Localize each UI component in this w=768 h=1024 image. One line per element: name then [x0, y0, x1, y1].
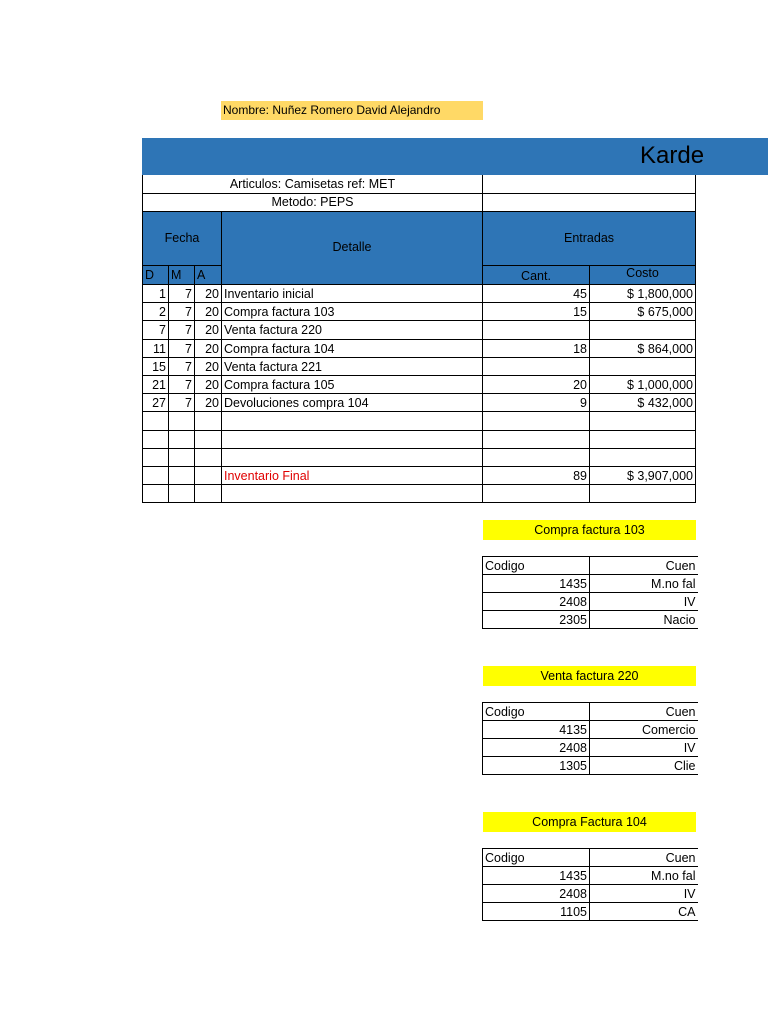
fecha-header[interactable]: Fecha [142, 211, 222, 266]
detalle-cell[interactable]: Compra factura 103 [221, 302, 483, 321]
year-cell[interactable] [194, 448, 222, 467]
year-cell[interactable]: 20 [194, 357, 222, 376]
cant-subheader[interactable]: Cant. [482, 265, 590, 285]
day-cell[interactable]: 27 [142, 393, 169, 412]
month-cell[interactable] [168, 484, 195, 503]
detalle-cell[interactable]: Venta factura 220 [221, 320, 483, 339]
day-cell[interactable] [142, 484, 169, 503]
costo-cell[interactable] [589, 411, 696, 430]
year-cell[interactable]: 20 [194, 375, 222, 394]
year-cell[interactable]: 20 [194, 339, 222, 358]
codigo-cell[interactable]: 2408 [483, 739, 590, 757]
codigo-header[interactable]: Codigo [483, 557, 590, 575]
month-cell[interactable] [168, 411, 195, 430]
articulos-cell[interactable]: Articulos: Camisetas ref: MET [142, 175, 483, 194]
day-cell[interactable] [142, 430, 169, 449]
detalle-cell[interactable]: Devoluciones compra 104 [221, 393, 483, 412]
day-cell[interactable]: 7 [142, 320, 169, 339]
year-cell[interactable] [194, 484, 222, 503]
month-cell[interactable]: 7 [168, 393, 195, 412]
detalle-cell[interactable]: Venta factura 221 [221, 357, 483, 376]
month-subheader[interactable]: M [168, 265, 195, 285]
detalle-cell[interactable] [221, 448, 483, 467]
detalle-header[interactable]: Detalle [221, 211, 483, 285]
costo-cell[interactable] [589, 357, 696, 376]
articulos-empty-cell[interactable] [482, 175, 696, 194]
cant-cell[interactable]: 15 [482, 302, 590, 321]
day-cell[interactable]: 21 [142, 375, 169, 394]
cant-cell[interactable] [482, 357, 590, 376]
cuenta-cell[interactable]: Nacio [590, 611, 698, 629]
cant-cell[interactable]: 45 [482, 284, 590, 303]
year-subheader[interactable]: A [194, 265, 222, 285]
month-cell[interactable]: 7 [168, 320, 195, 339]
table-row [483, 721, 698, 739]
cuenta-cell[interactable]: CA [590, 903, 698, 921]
codigo-cell[interactable]: 2408 [483, 885, 590, 903]
month-cell[interactable] [168, 448, 195, 467]
journal-table [482, 702, 698, 775]
month-cell[interactable]: 7 [168, 357, 195, 376]
codigo-cell[interactable]: 1435 [483, 575, 590, 593]
costo-cell[interactable]: $ 675,000 [589, 302, 696, 321]
cuenta-cell[interactable]: IV [590, 593, 698, 611]
cant-cell[interactable]: 20 [482, 375, 590, 394]
section-title[interactable]: Venta factura 220 [483, 666, 696, 686]
day-cell[interactable]: 2 [142, 302, 169, 321]
table-row [483, 575, 698, 593]
year-cell[interactable]: 20 [194, 284, 222, 303]
cuenta-cell[interactable]: Comercio [590, 721, 698, 739]
costo-cell[interactable]: $ 1,000,000 [589, 375, 696, 394]
table-row [483, 903, 698, 921]
metodo-empty-cell[interactable] [482, 193, 696, 212]
costo-cell[interactable]: $ 864,000 [589, 339, 696, 358]
month-cell[interactable]: 7 [168, 375, 195, 394]
costo-cell[interactable] [589, 448, 696, 467]
costo-cell[interactable] [589, 484, 696, 503]
cuenta-header[interactable]: Cuen [590, 849, 698, 867]
day-cell[interactable] [142, 448, 169, 467]
codigo-cell[interactable]: 2408 [483, 593, 590, 611]
detalle-cell[interactable]: Inventario inicial [221, 284, 483, 303]
table-row [483, 867, 698, 885]
month-cell[interactable] [168, 430, 195, 449]
table-row [483, 885, 698, 903]
section-title[interactable]: Compra factura 103 [483, 520, 696, 540]
cuenta-cell[interactable]: IV [590, 885, 698, 903]
detalle-cell[interactable] [221, 484, 483, 503]
cant-cell[interactable] [482, 430, 590, 449]
year-cell[interactable] [194, 411, 222, 430]
student-name-cell[interactable]: Nombre: Nuñez Romero David Alejandro [221, 101, 483, 120]
day-cell[interactable]: 11 [142, 339, 169, 358]
month-cell[interactable] [168, 466, 195, 485]
codigo-header[interactable]: Codigo [483, 703, 590, 721]
costo-subheader[interactable]: Costo [589, 265, 696, 285]
table-row [483, 611, 698, 629]
table-header-row [483, 557, 698, 575]
metodo-cell[interactable]: Metodo: PEPS [142, 193, 483, 212]
cuenta-cell[interactable]: M.no fal [590, 575, 698, 593]
table-header-row [483, 703, 698, 721]
journal-table [482, 848, 698, 921]
codigo-cell[interactable]: 4135 [483, 721, 590, 739]
cuenta-cell[interactable]: Clie [590, 757, 698, 775]
kardex-table [142, 175, 696, 503]
entradas-header[interactable]: Entradas [482, 211, 696, 266]
detalle-cell[interactable] [221, 411, 483, 430]
costo-cell[interactable] [589, 320, 696, 339]
detalle-cell[interactable]: Compra factura 104 [221, 339, 483, 358]
costo-cell[interactable]: $ 3,907,000 [589, 466, 696, 485]
cuenta-cell[interactable]: M.no fal [590, 867, 698, 885]
table-header-row [483, 849, 698, 867]
costo-cell[interactable] [589, 430, 696, 449]
cant-cell[interactable] [482, 484, 590, 503]
day-cell[interactable] [142, 411, 169, 430]
costo-cell[interactable]: $ 432,000 [589, 393, 696, 412]
detalle-cell[interactable] [221, 430, 483, 449]
costo-cell[interactable]: $ 1,800,000 [589, 284, 696, 303]
cant-cell[interactable]: 9 [482, 393, 590, 412]
month-cell[interactable]: 7 [168, 302, 195, 321]
journal-table [482, 556, 698, 629]
codigo-cell[interactable]: 1105 [483, 903, 590, 921]
month-cell[interactable]: 7 [168, 339, 195, 358]
codigo-cell[interactable]: 1435 [483, 867, 590, 885]
day-subheader[interactable]: D [142, 265, 169, 285]
section-title[interactable]: Compra Factura 104 [483, 812, 696, 832]
table-row [483, 757, 698, 775]
cuenta-header[interactable]: Cuen [590, 703, 698, 721]
codigo-cell[interactable]: 2305 [483, 611, 590, 629]
cant-cell[interactable] [482, 411, 590, 430]
cant-cell[interactable] [482, 320, 590, 339]
cuenta-header[interactable]: Cuen [590, 557, 698, 575]
kardex-title: Karde [640, 142, 705, 169]
month-cell[interactable]: 7 [168, 284, 195, 303]
cuenta-cell[interactable]: IV [590, 739, 698, 757]
day-cell[interactable]: 15 [142, 357, 169, 376]
day-cell[interactable] [142, 466, 169, 485]
day-cell[interactable]: 1 [142, 284, 169, 303]
year-cell[interactable] [194, 430, 222, 449]
detalle-cell[interactable]: Compra factura 105 [221, 375, 483, 394]
cant-cell[interactable]: 18 [482, 339, 590, 358]
codigo-cell[interactable]: 1305 [483, 757, 590, 775]
codigo-header[interactable]: Codigo [483, 849, 590, 867]
cant-cell[interactable] [482, 448, 590, 467]
cant-cell[interactable]: 89 [482, 466, 590, 485]
year-cell[interactable]: 20 [194, 320, 222, 339]
year-cell[interactable] [194, 466, 222, 485]
table-row [483, 739, 698, 757]
year-cell[interactable]: 20 [194, 302, 222, 321]
table-row [483, 593, 698, 611]
year-cell[interactable]: 20 [194, 393, 222, 412]
detalle-cell[interactable]: Inventario Final [221, 466, 483, 485]
